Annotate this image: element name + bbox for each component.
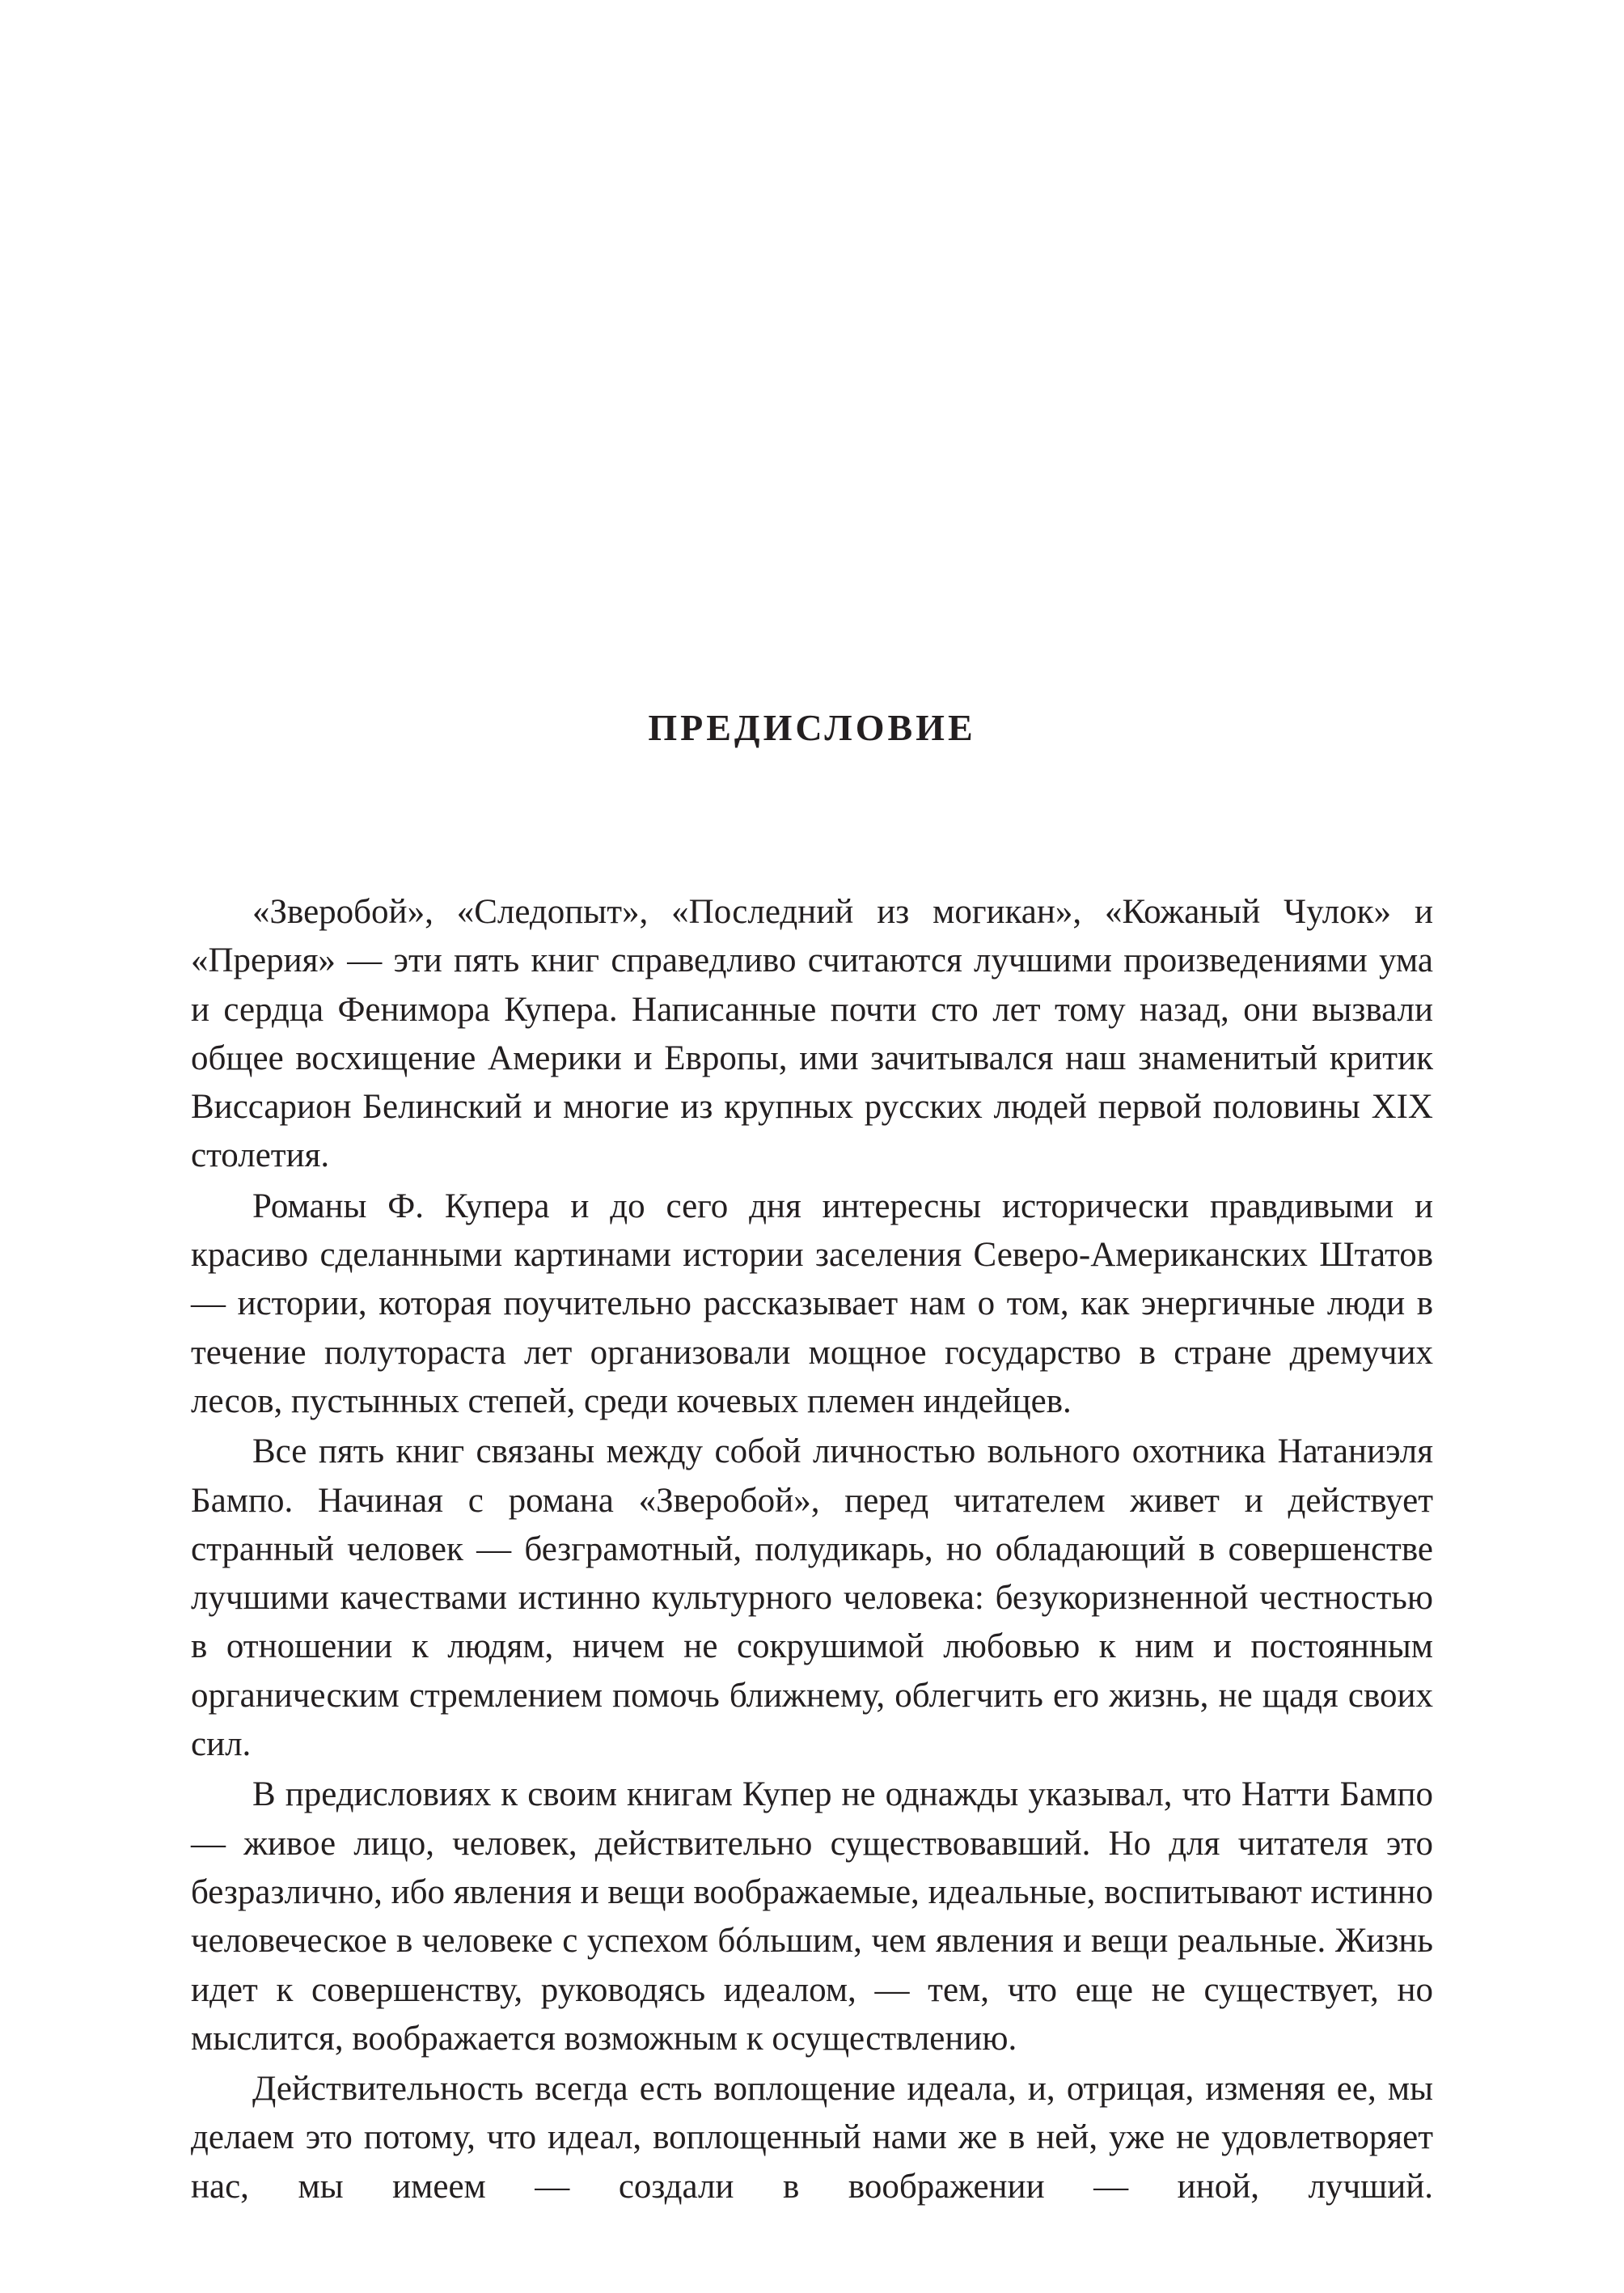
paragraph-1: «Зверобой», «Следопыт», «Последний из могикан», «Кожаный Чулок» и «Прерия» — эти пять книг справедливо считаются лучшими произведениями ума и сердца Фенимора Купера. Написанные почти сто лет тому назад, они вызвали общее восхищение Америки и Европы, ими зачитывался наш знаменитый критик Виссарион Белинский и многие из крупных русских людей первой половины XIX столетия. <box>191 893 1433 1175</box>
paragraph-4: В предисловиях к своим книгам Купер не однажды указывал, что Натти Бампо — живое лицо, человек, действительно существовавший. Но для читателя это безразлично, ибо явления и вещи воображаемые, идеальные, воспитывают истинно человеческое в человеке с успехом бóльшим, чем явления и вещи реальные. Жизнь идет к совершенству, руководясь идеалом, — тем, что еще не существует, но мыслится, воображается возможным к осуществлению. <box>191 1775 1433 2058</box>
paragraph-5: Действительность всегда есть воплощение идеала, и, отрицая, изменяя ее, мы делаем это потому, что идеал, воплощенный нами же в ней, уже не удовлетворяет нас, мы имеем — создали в воображении — иной, лучший. <box>191 2070 1433 2206</box>
paragraph-2: Романы Ф. Купера и до сего дня интересны исторически правдивыми и красиво сделанными картинами истории заселения Северо-Американских Штатов — истории, которая поучительно рассказывает нам о том, как энергичные люди в течение полутораста лет организовали мощное государство в стране дремучих лесов, пустынных степей, среди кочевых племен индейцев. <box>191 1187 1433 1420</box>
body-text <box>191 888 1433 2211</box>
paragraph-3: Все пять книг связаны между собой личностью вольного охотника Натаниэля Бампо. Начиная с романа «Зверобой», перед читателем живет и действует странный человек — безграмотный, полудикарь, но обладающий в совершенстве лучшими качествами истинно культурного человека: безукоризненной честностью в отношении к людям, ничем не сокрушимой любовью к ним и постоянным органическим стремлением помочь ближнему, облегчить его жизнь, не щадя своих сил. <box>191 1432 1433 1764</box>
chapter-title: ПРЕДИСЛОВИЕ <box>648 707 976 748</box>
